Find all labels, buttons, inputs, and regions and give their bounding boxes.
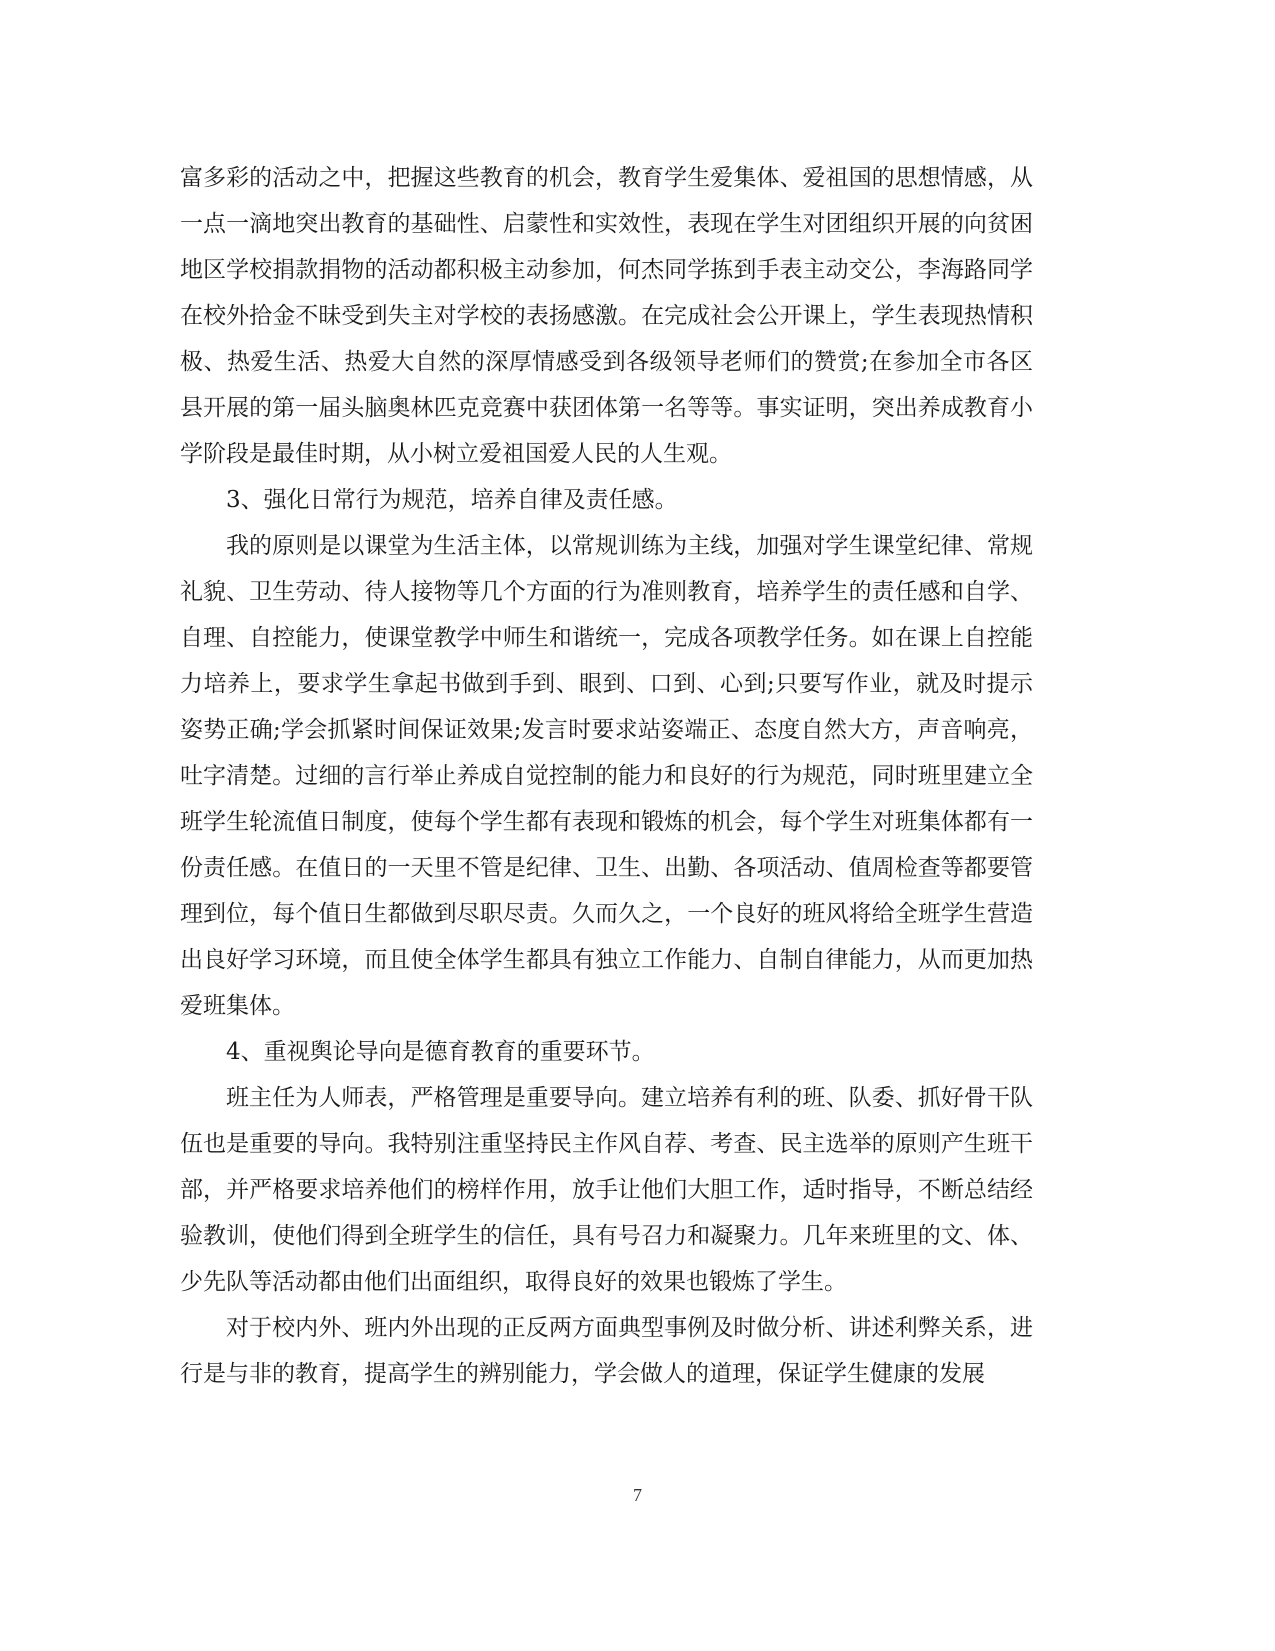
paragraph-right-wrong: 对于校内外、班内外出现的正反两方面典型事例及时做分析、讲述利弊关系，进行是与非的教育，提高学生的辨别能力，学会做人的道理，保证学生健康的发展 bbox=[180, 1315, 1033, 1387]
paragraph-continuation: 富多彩的活动之中，把握这些教育的机会，教育学生爱集体、爱祖国的思想情感，从一点一滴地突出教育的基础性、启蒙性和实效性，表现在学生对团组织开展的向贫困地区学校捐款捐物的活动都积极主动参加，何杰同学拣到手表主动交公，李海路同学在校外拾金不昧受到失主对学校的表扬感激。在完成社会公开课上，学生表现热情积极、热爱生活、热爱大自然的深厚情感受到各级领导老师们的赞赏;在参加全市各区县开展的第一届头脑奥林匹克竞赛中获团体第一名等等。事实证明，突出养成教育小学阶段是最佳时期，从小树立爱祖国爱人民的人生观。 bbox=[180, 165, 1033, 467]
heading-item-3: 3、强化日常行为规范，培养自律及责任感。 bbox=[226, 487, 678, 513]
heading-item-4: 4、重视舆论导向是德育教育的重要环节。 bbox=[226, 1039, 655, 1065]
body-text bbox=[180, 155, 1033, 1397]
paragraph-discipline: 我的原则是以课堂为生活主体，以常规训练为主线，加强对学生课堂纪律、常规礼貌、卫生劳动、待人接物等几个方面的行为准则教育，培养学生的责任感和自学、自理、自控能力，使课堂教学中师生和谐统一，完成各项教学任务。如在课上自控能力培养上，要求学生拿起书做到手到、眼到、口到、心到;只要写作业，就及时提示姿势正确;学会抓紧时间保证效果;发言时要求站姿端正、态度自然大方，声音响亮，吐字清楚。过细的言行举止养成自觉控制的能力和良好的行为规范，同时班里建立全班学生轮流值日制度，使每个学生都有表现和锻炼的机会，每个学生对班集体都有一份责任感。在值日的一天里不管是纪律、卫生、出勤、各项活动、值周检查等都要管理到位，每个值日生都做到尽职尽责。久而久之，一个良好的班风将给全班学生营造出良好学习环境，而且使全体学生都具有独立工作能力、自制自律能力，从而更加热爱班集体。 bbox=[180, 533, 1033, 1019]
page-number: 7 bbox=[633, 1485, 642, 1505]
paragraph-class-leaders: 班主任为人师表，严格管理是重要导向。建立培养有利的班、队委、抓好骨干队伍也是重要的导向。我特别注重坚持民主作风自荐、考查、民主选举的原则产生班干部，并严格要求培养他们的榜样作用，放手让他们大胆工作，适时指导，不断总结经验教训，使他们得到全班学生的信任，具有号召力和凝聚力。几年来班里的文、体、少先队等活动都由他们出面组织，取得良好的效果也锻炼了学生。 bbox=[180, 1085, 1033, 1295]
